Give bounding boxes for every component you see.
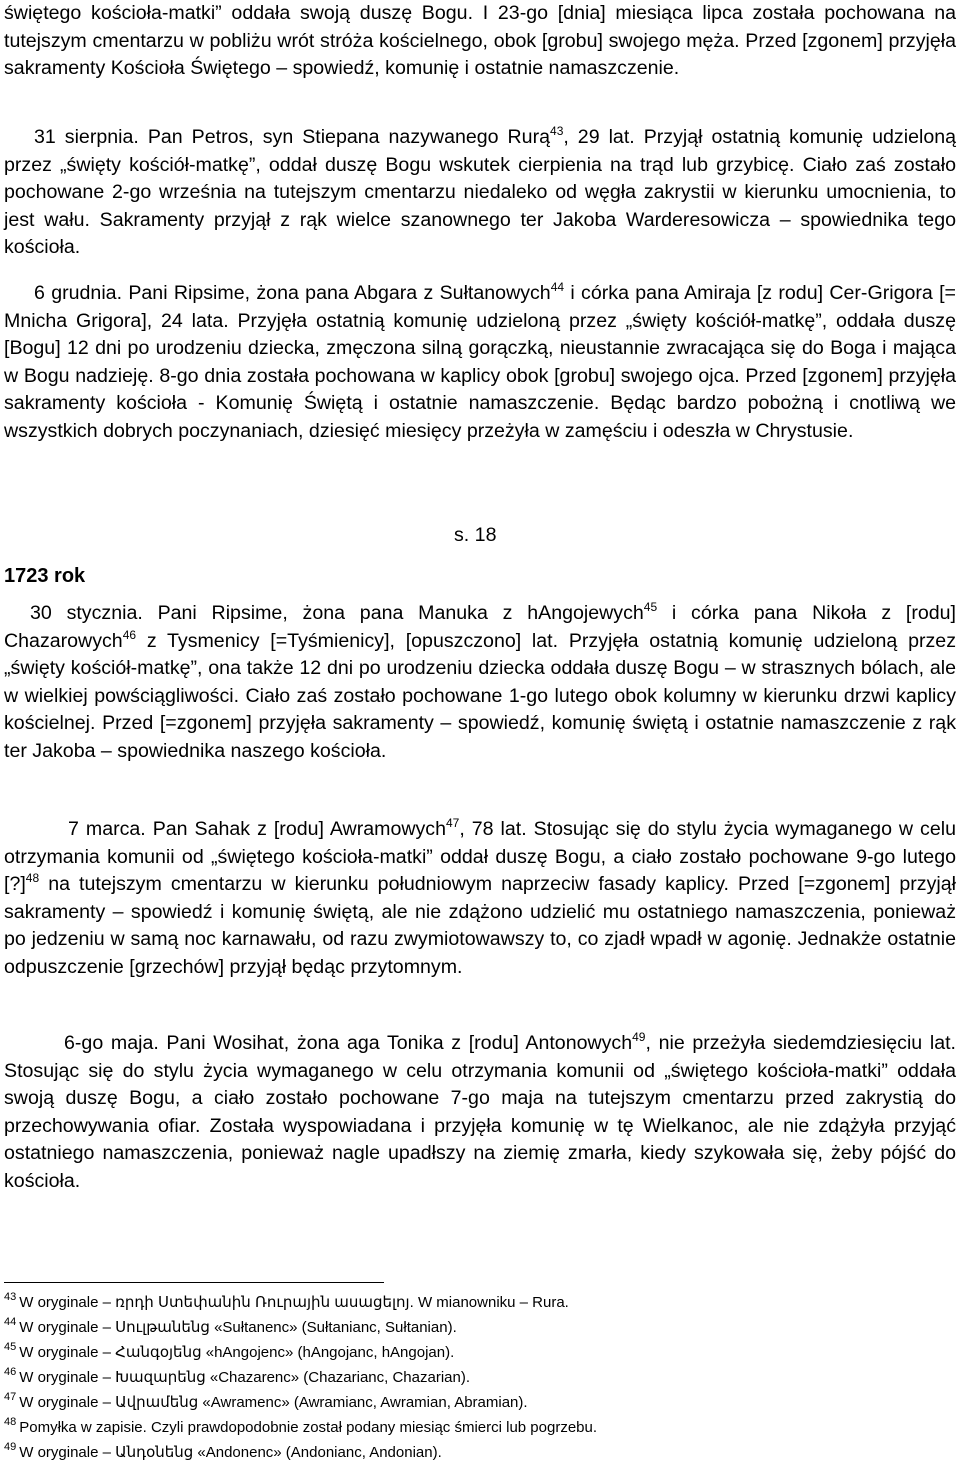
paragraph-text: świętego kościoła-matki” oddała swoją duszę Bogu. I 23-go [dnia] miesiąca lipca została pochowana na tutejszym cmentarzu w pobliżu wrót stróża kościelnego, obok [grobu] swojego męża. Przed [zgonem] przyjęła sakramenty Kościoła Świętego – spowiedź, komunię i ostatnie namaszczenie. xyxy=(4,2,956,80)
entry-text: i córka pana Nikoła z [rodu] Chazarowych xyxy=(4,602,956,652)
footnote-number: 49 xyxy=(4,1441,17,1453)
entry-text: 6 grudnia. Pani Ripsime, żona pana Abgara z Sułtanowych xyxy=(34,282,551,304)
year-heading: 1723 rok xyxy=(4,565,86,587)
page-number: s. 18 xyxy=(454,524,497,546)
footnote-divider xyxy=(4,1282,384,1283)
entry-text: 31 sierpnia. Pan Petros, syn Stiepana nazywanego Rurą xyxy=(34,126,551,148)
footnote-43 xyxy=(4,1290,956,1315)
entry-ripsime-abgar xyxy=(4,280,956,446)
footnote-48 xyxy=(4,1415,956,1440)
footnote-text: W oryginale – Սուլթանենց «Sułtanenc» (Sułtanianc, Sułtanian). xyxy=(19,1319,457,1336)
entry-text: na tutejszym cmentarzu w kierunku południowym naprzeciw fasady kaplicy. Przed [=zgonem] przyjął sakramenty – spowiedź i komunię świętą, ale nie zdążono udzielić mu ostatniego namaszczenia, ponieważ po jedzeniu w samą noc karnawału, od razu zwymiotowawszy to, co zjadł wpadł w agonię. Jednakże ostatnie odpuszczenie [grzechów] przyjął będąc przytomnym. xyxy=(4,873,956,978)
footnote-text: W oryginale – Անդօնենց «Andonenc» (Andonianc, Andonian). xyxy=(19,1444,442,1461)
footnote-46 xyxy=(4,1365,956,1390)
footnote-44 xyxy=(4,1315,956,1340)
footnote-text: W oryginale – Խազարենց «Chazarenc» (Chazarianc, Chazarian). xyxy=(19,1369,471,1386)
entry-text: z Tysmenicy [=Tyśmienicy], [opuszczono] lat. Przyjęła ostatnią komunię udzieloną przez „święty kościół-matkę”, ona także 12 dni po urodzeniu dziecka oddała duszę Bogu – w strasznych bólach, ale w wielkiej powściągliwości. Ciało zaś zostało pochowane 1-go lutego obok kolumny w kierunku drzwi kaplicy kościelnej. Przed [=zgonem] przyjęła sakramenty – spowiedź, komunię świętą i ostatnie namaszczenie z rąk ter Jakoba – spowiednika naszego kościoła. xyxy=(4,629,956,762)
footnote-number: 45 xyxy=(4,1341,17,1353)
footnote-ref-48[interactable]: 48 xyxy=(25,871,40,886)
footnote-text: Pomyłka w zapisie. Czyli prawdopodobnie został podany miesiąc śmierci lub pogrzebu. xyxy=(19,1419,598,1436)
entry-text: 6-go maja. Pani Wosihat, żona aga Tonika z [rodu] Antonowych xyxy=(64,1032,633,1054)
footnote-47 xyxy=(4,1390,956,1415)
entry-text: , 78 lat. Stosując się do stylu życia wymaganego w celu otrzymania komunii od „świętego kościoła-matki” oddał duszę Bogu, a ciało zostało pochowane 9-go lutego [?] xyxy=(4,818,956,896)
footnote-number: 48 xyxy=(4,1416,17,1428)
footnote-ref-49[interactable]: 49 xyxy=(632,1030,646,1044)
footnotes xyxy=(4,1290,956,1465)
footnote-text: W oryginale – Հանգօյենց «hAngojenc» (hAngojanc, hAngojan). xyxy=(19,1344,455,1361)
entry-petros xyxy=(4,124,956,262)
footnote-number: 46 xyxy=(4,1366,17,1378)
footnote-ref-45[interactable]: 45 xyxy=(643,600,658,614)
footnote-number: 44 xyxy=(4,1316,17,1328)
paragraph-continuation xyxy=(4,0,956,83)
entry-sahak xyxy=(4,816,956,982)
footnote-ref-43[interactable]: 43 xyxy=(550,124,564,138)
footnote-ref-46[interactable]: 46 xyxy=(122,627,137,642)
entry-text: , nie przeżyła siedemdziesięciu lat. Stosując się do stylu życia wymaganego w celu otrzymania komunii od „świętego kościoła-matki” oddała swoją duszę Bogu, a ciało zostało pochowane 7-go maja na tutejszym cmentarzu przed zakrystią do przechowywania ofiar. Została wyspowiadana i przyjęła komunię w tę Wielkanoc, ale nie zdążyła przyjąć ostatniego namaszczenia, ponieważ nagle upadłszy na ziemię zmarła, kiedy szykowała się, żeby pójść do kościoła. xyxy=(4,1032,956,1192)
footnote-number: 43 xyxy=(4,1291,17,1303)
footnote-45 xyxy=(4,1340,956,1365)
entry-ripsime-manuk xyxy=(4,600,956,766)
footnote-ref-44[interactable]: 44 xyxy=(550,280,565,294)
footnote-ref-47[interactable]: 47 xyxy=(446,816,460,830)
entry-text: 30 stycznia. Pani Ripsime, żona pana Manuka z hAngojewych xyxy=(30,602,644,624)
footnote-49 xyxy=(4,1440,956,1465)
entry-text: 7 marca. Pan Sahak z [rodu] Awramowych xyxy=(68,818,446,840)
entry-wosihat xyxy=(4,1030,956,1196)
entry-text: , 29 lat. Przyjął ostatnią komunię udzieloną przez „święty kościół-matkę”, oddał duszę Bogu wskutek cierpienia na trąd lub grzybicę. Ciało zaś zostało pochowane 2-go września na tutejszym cmentarzu niedaleko od węgła zakrystii w kierunku umocnienia, to jest wału. Sakramenty przyjął z rąk wielce szanownego ter Jakoba Warderesowicza – spowiednika tego kościoła. xyxy=(4,126,957,259)
footnote-text: W oryginale – Ավրամենց «Awramenc» (Awramianc, Awramian, Abramian). xyxy=(19,1394,528,1411)
entry-text: i córka pana Amiraja [z rodu] Cer-Grigora [= Mnicha Grigora], 24 lata. Przyjęła ostatnią komunię udzieloną przez „święty kościół-matkę”, oddała duszę [Bogu] 12 dni po urodzeniu dziecka, zmęczona silną gorączką, nieustannie zwracająca się do Boga i mająca w Bogu nadzieję. 8-go dnia została pochowana w kaplicy obok [grobu] swojego ojca. Przed [zgonem] przyjęła sakramenty kościoła - Komunię Świętą i ostatnie namaszczenie. Będąc bardzo pobożną i cnotliwą we wszystkich dobrych poczynaniach, dziesięć miesięcy przeżyła w zamęściu i odeszła w Chrystusie. xyxy=(4,282,956,442)
footnote-number: 47 xyxy=(4,1391,17,1403)
footnote-text: W oryginale – ռրդի Ստեփանին Ռուրային ասացելոյ. W mianowniku – Rura. xyxy=(19,1294,569,1311)
